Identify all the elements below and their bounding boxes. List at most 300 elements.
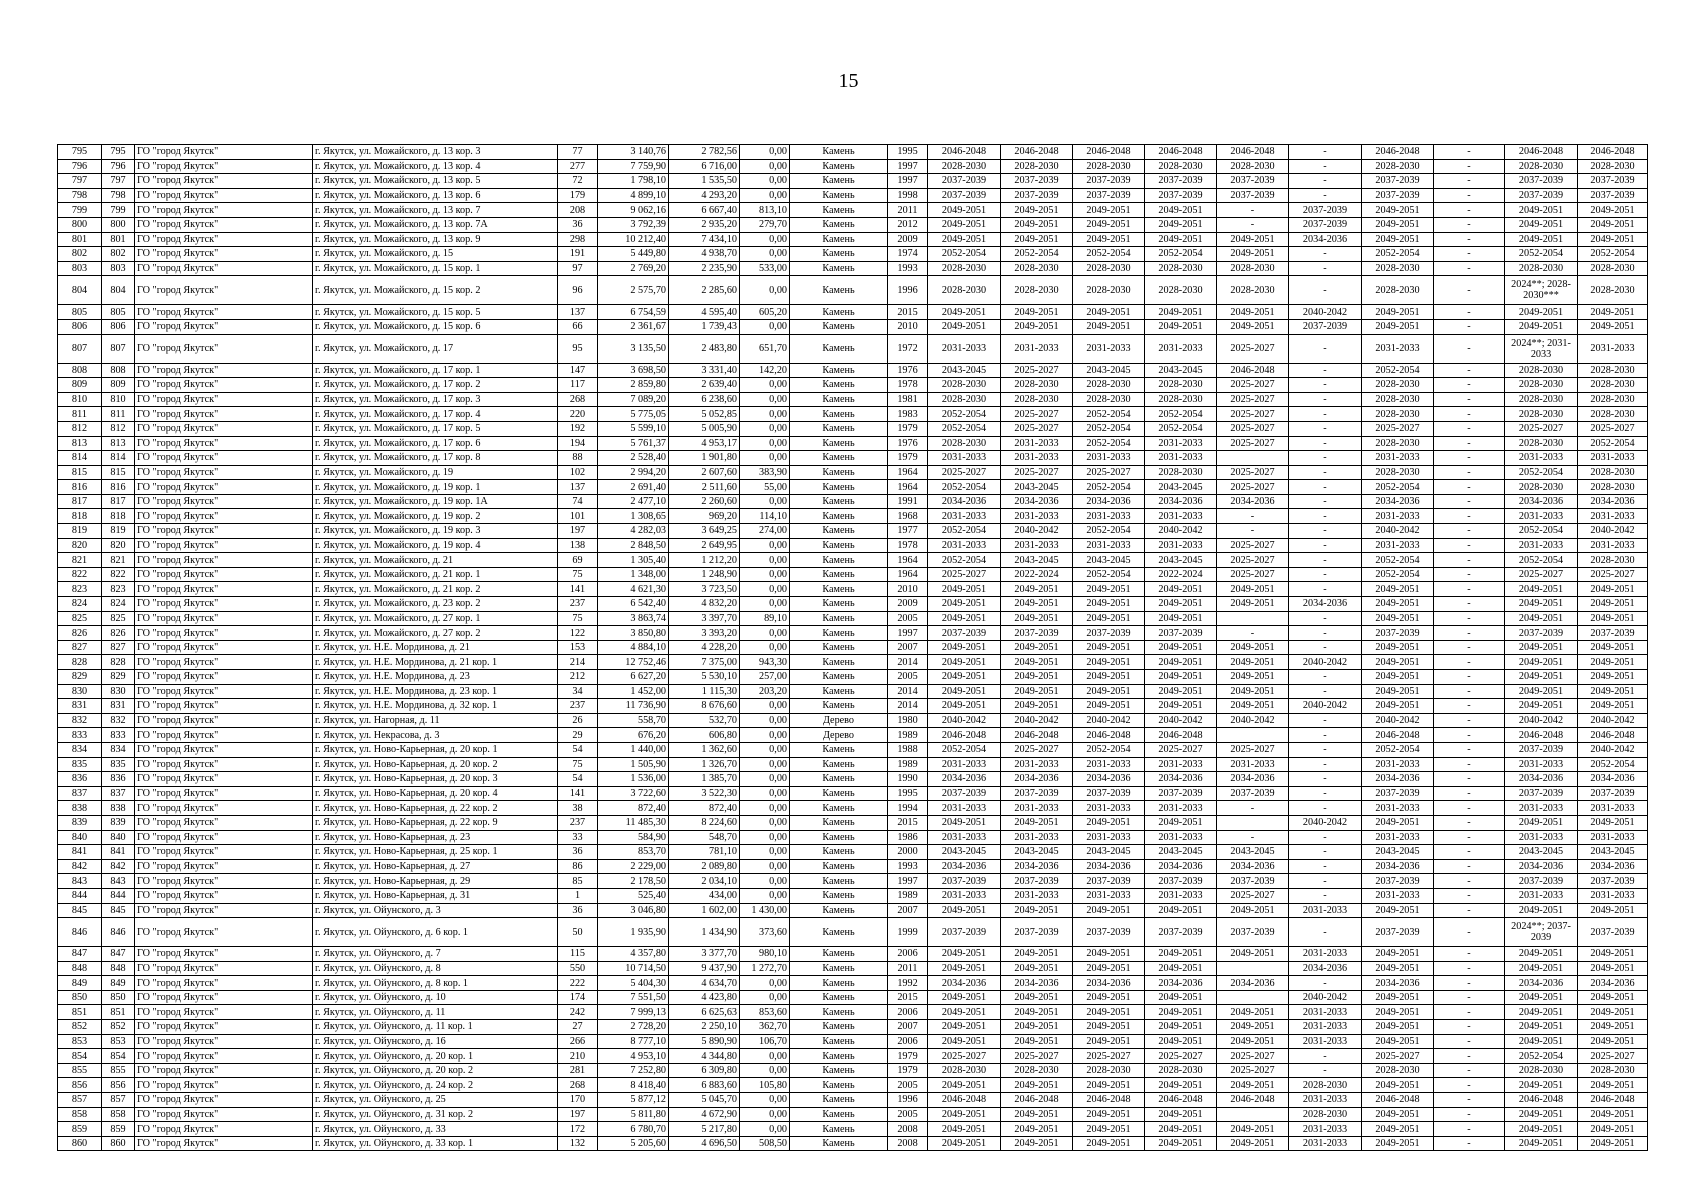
cell-work-period-10: 2034-2036	[1578, 859, 1648, 874]
cell-work-period-9: 2040-2042	[1505, 713, 1578, 728]
cell-work-period-2: 2037-2039	[1001, 188, 1073, 203]
cell-row-number: 841	[58, 845, 102, 860]
cell-registry-number: 858	[102, 1107, 135, 1122]
cell-nonresidential-area: 0,00	[740, 976, 790, 991]
cell-work-period-7: 2028-2030	[1362, 159, 1434, 174]
cell-work-period-8: -	[1434, 670, 1505, 685]
cell-work-period-10: 2034-2036	[1578, 772, 1648, 787]
cell-registry-number: 836	[102, 772, 135, 787]
cell-living-area: 3 393,20	[669, 626, 740, 641]
cell-registry-number: 853	[102, 1034, 135, 1049]
cell-work-period-3: 2049-2051	[1073, 1005, 1145, 1020]
cell-work-period-10: 2049-2051	[1578, 1020, 1648, 1035]
cell-work-period-2: 2049-2051	[1001, 1107, 1073, 1122]
cell-address: г. Якутск, ул. Ойунского, д. 24 кор. 2	[313, 1078, 558, 1093]
cell-municipality: ГО "город Якутск"	[135, 1122, 313, 1137]
cell-wall-material: Камень	[790, 830, 888, 845]
cell-living-area: 5 005,90	[669, 421, 740, 436]
cell-work-period-8: -	[1434, 597, 1505, 612]
cell-municipality: ГО "город Якутск"	[135, 815, 313, 830]
cell-municipality: ГО "город Якутск"	[135, 626, 313, 641]
cell-work-period-1: 2046-2048	[928, 145, 1001, 160]
cell-municipality: ГО "город Якутск"	[135, 1020, 313, 1035]
cell-work-period-4: 2049-2051	[1145, 990, 1217, 1005]
cell-work-period-2: 2046-2048	[1001, 145, 1073, 160]
cell-work-period-3: 2049-2051	[1073, 305, 1145, 320]
cell-work-period-1: 2034-2036	[928, 976, 1001, 991]
cell-work-period-10: 2046-2048	[1578, 145, 1648, 160]
cell-build-year: 1964	[888, 553, 928, 568]
cell-total-area: 1 348,00	[598, 567, 669, 582]
cell-address: г. Якутск, ул. Можайского, д. 19 кор. 4	[313, 538, 558, 553]
cell-work-period-4: 2049-2051	[1145, 684, 1217, 699]
cell-registry-number: 842	[102, 859, 135, 874]
cell-work-period-3: 2052-2054	[1073, 247, 1145, 262]
cell-municipality: ГО "город Якутск"	[135, 1093, 313, 1108]
cell-wall-material: Камень	[790, 815, 888, 830]
table-row	[58, 509, 1648, 524]
cell-wall-material: Камень	[790, 597, 888, 612]
cell-work-period-3: 2049-2051	[1073, 961, 1145, 976]
cell-build-year: 2011	[888, 203, 928, 218]
cell-work-period-8: -	[1434, 815, 1505, 830]
cell-work-period-7: 2049-2051	[1362, 1136, 1434, 1151]
cell-work-period-4: 2040-2042	[1145, 713, 1217, 728]
cell-living-area: 6 667,40	[669, 203, 740, 218]
cell-work-period-10: 2049-2051	[1578, 670, 1648, 685]
cell-living-area: 8 676,60	[669, 699, 740, 714]
cell-address: г. Якутск, ул. Ойунского, д. 6 кор. 1	[313, 918, 558, 947]
cell-wall-material: Камень	[790, 1020, 888, 1035]
cell-municipality: ГО "город Якутск"	[135, 772, 313, 787]
cell-work-period-9: 2049-2051	[1505, 947, 1578, 962]
cell-address: г. Якутск, ул. Можайского, д. 19 кор. 2	[313, 509, 558, 524]
cell-municipality: ГО "город Якутск"	[135, 1078, 313, 1093]
cell-work-period-5: 2025-2027	[1217, 553, 1289, 568]
cell-work-period-5: 2046-2048	[1217, 1093, 1289, 1108]
cell-living-area: 1 326,70	[669, 757, 740, 772]
cell-nonresidential-area: 0,00	[740, 567, 790, 582]
cell-work-period-10: 2049-2051	[1578, 597, 1648, 612]
cell-living-area: 2 285,60	[669, 276, 740, 305]
cell-municipality: ГО "город Якутск"	[135, 538, 313, 553]
cell-work-period-2: 2049-2051	[1001, 611, 1073, 626]
cell-work-period-4: 2034-2036	[1145, 859, 1217, 874]
cell-row-number: 840	[58, 830, 102, 845]
cell-apartments-count: 75	[558, 611, 598, 626]
cell-work-period-6: 2028-2030	[1289, 1078, 1362, 1093]
cell-nonresidential-area: 257,00	[740, 670, 790, 685]
cell-work-period-9: 2049-2051	[1505, 1034, 1578, 1049]
cell-registry-number: 817	[102, 494, 135, 509]
cell-row-number: 804	[58, 276, 102, 305]
cell-work-period-1: 2028-2030	[928, 159, 1001, 174]
cell-registry-number: 821	[102, 553, 135, 568]
cell-work-period-1: 2052-2054	[928, 480, 1001, 495]
cell-work-period-4: 2049-2051	[1145, 903, 1217, 918]
cell-work-period-4: 2031-2033	[1145, 801, 1217, 816]
cell-work-period-9: 2024**; 2031-2033	[1505, 334, 1578, 363]
cell-work-period-1: 2028-2030	[928, 276, 1001, 305]
cell-work-period-6: -	[1289, 859, 1362, 874]
cell-work-period-5	[1217, 451, 1289, 466]
cell-row-number: 799	[58, 203, 102, 218]
table-row	[58, 378, 1648, 393]
cell-municipality: ГО "город Якутск"	[135, 1034, 313, 1049]
cell-row-number: 821	[58, 553, 102, 568]
cell-work-period-9: 2028-2030	[1505, 392, 1578, 407]
cell-work-period-6: -	[1289, 757, 1362, 772]
cell-work-period-9: 2031-2033	[1505, 509, 1578, 524]
cell-total-area: 3 135,50	[598, 334, 669, 363]
cell-work-period-3: 2034-2036	[1073, 772, 1145, 787]
cell-work-period-1: 2031-2033	[928, 830, 1001, 845]
cell-municipality: ГО "город Якутск"	[135, 801, 313, 816]
cell-total-area: 2 477,10	[598, 494, 669, 509]
table-row	[58, 655, 1648, 670]
cell-work-period-10: 2025-2027	[1578, 1049, 1648, 1064]
cell-work-period-1: 2034-2036	[928, 859, 1001, 874]
cell-row-number: 826	[58, 626, 102, 641]
cell-work-period-4: 2037-2039	[1145, 626, 1217, 641]
cell-apartments-count: 75	[558, 567, 598, 582]
cell-work-period-2: 2034-2036	[1001, 976, 1073, 991]
cell-work-period-7: 2037-2039	[1362, 874, 1434, 889]
cell-work-period-5: 2049-2051	[1217, 319, 1289, 334]
cell-nonresidential-area: 0,00	[740, 276, 790, 305]
cell-apartments-count: 36	[558, 903, 598, 918]
cell-build-year: 1999	[888, 918, 928, 947]
cell-build-year: 2005	[888, 1107, 928, 1122]
cell-registry-number: 827	[102, 640, 135, 655]
cell-work-period-9: 2049-2051	[1505, 990, 1578, 1005]
cell-nonresidential-area: 651,70	[740, 334, 790, 363]
cell-work-period-2: 2043-2045	[1001, 845, 1073, 860]
cell-work-period-1: 2034-2036	[928, 772, 1001, 787]
cell-work-period-1: 2049-2051	[928, 815, 1001, 830]
cell-total-area: 4 899,10	[598, 188, 669, 203]
cell-work-period-7: 2031-2033	[1362, 757, 1434, 772]
cell-work-period-5: 2025-2027	[1217, 465, 1289, 480]
cell-work-period-6: -	[1289, 465, 1362, 480]
cell-work-period-2: 2034-2036	[1001, 772, 1073, 787]
cell-build-year: 1996	[888, 276, 928, 305]
cell-work-period-5: 2028-2030	[1217, 276, 1289, 305]
cell-work-period-9: 2052-2054	[1505, 247, 1578, 262]
cell-address: г. Якутск, ул. Можайского, д. 15 кор. 1	[313, 261, 558, 276]
cell-work-period-5: 2025-2027	[1217, 392, 1289, 407]
cell-municipality: ГО "город Якутск"	[135, 1136, 313, 1151]
cell-work-period-3: 2049-2051	[1073, 1107, 1145, 1122]
cell-apartments-count: 237	[558, 815, 598, 830]
cell-nonresidential-area: 279,70	[740, 217, 790, 232]
cell-work-period-6: -	[1289, 640, 1362, 655]
cell-apartments-count: 77	[558, 145, 598, 160]
cell-living-area: 2 639,40	[669, 378, 740, 393]
table-row	[58, 888, 1648, 903]
cell-row-number: 807	[58, 334, 102, 363]
cell-work-period-9: 2028-2030	[1505, 1063, 1578, 1078]
cell-apartments-count: 137	[558, 305, 598, 320]
cell-work-period-1: 2049-2051	[928, 232, 1001, 247]
cell-registry-number: 815	[102, 465, 135, 480]
cell-living-area: 532,70	[669, 713, 740, 728]
cell-address: г. Якутск, ул. Можайского, д. 15 кор. 2	[313, 276, 558, 305]
table-row	[58, 713, 1648, 728]
cell-work-period-7: 2028-2030	[1362, 276, 1434, 305]
cell-work-period-7: 2049-2051	[1362, 1034, 1434, 1049]
cell-living-area: 2 607,60	[669, 465, 740, 480]
cell-municipality: ГО "город Якутск"	[135, 699, 313, 714]
cell-apartments-count: 36	[558, 217, 598, 232]
cell-municipality: ГО "город Якутск"	[135, 859, 313, 874]
cell-nonresidential-area: 0,00	[740, 1107, 790, 1122]
cell-work-period-10: 2031-2033	[1578, 451, 1648, 466]
cell-work-period-7: 2052-2054	[1362, 567, 1434, 582]
cell-work-period-3: 2025-2027	[1073, 1049, 1145, 1064]
cell-nonresidential-area: 0,00	[740, 1093, 790, 1108]
cell-work-period-5: 2049-2051	[1217, 684, 1289, 699]
cell-work-period-9: 2049-2051	[1505, 597, 1578, 612]
cell-work-period-5: 2025-2027	[1217, 1063, 1289, 1078]
cell-work-period-7: 2031-2033	[1362, 509, 1434, 524]
cell-wall-material: Камень	[790, 276, 888, 305]
cell-address: г. Якутск, ул. Ново-Карьерная, д. 20 кор. 2	[313, 757, 558, 772]
cell-work-period-7: 2034-2036	[1362, 494, 1434, 509]
cell-work-period-5	[1217, 961, 1289, 976]
cell-work-period-4: 2037-2039	[1145, 786, 1217, 801]
cell-work-period-9: 2049-2051	[1505, 1122, 1578, 1137]
cell-work-period-3: 2049-2051	[1073, 655, 1145, 670]
cell-wall-material: Камень	[790, 203, 888, 218]
cell-work-period-1: 2037-2039	[928, 918, 1001, 947]
cell-work-period-10: 2028-2030	[1578, 407, 1648, 422]
cell-registry-number: 844	[102, 888, 135, 903]
cell-nonresidential-area: 0,00	[740, 845, 790, 860]
cell-living-area: 1 248,90	[669, 567, 740, 582]
cell-address: г. Якутск, ул. Ойунского, д. 11	[313, 1005, 558, 1020]
cell-address: г. Якутск, ул. Ново-Карьерная, д. 23	[313, 830, 558, 845]
cell-work-period-8: -	[1434, 1093, 1505, 1108]
cell-municipality: ГО "город Якутск"	[135, 655, 313, 670]
cell-row-number: 858	[58, 1107, 102, 1122]
cell-work-period-5	[1217, 815, 1289, 830]
cell-work-period-2: 2031-2033	[1001, 436, 1073, 451]
cell-work-period-1: 2031-2033	[928, 509, 1001, 524]
cell-work-period-4: 2049-2051	[1145, 217, 1217, 232]
cell-work-period-4: 2046-2048	[1145, 728, 1217, 743]
cell-row-number: 848	[58, 961, 102, 976]
cell-build-year: 1974	[888, 247, 928, 262]
cell-work-period-1: 2028-2030	[928, 1063, 1001, 1078]
cell-work-period-2: 2046-2048	[1001, 1093, 1073, 1108]
cell-total-area: 2 769,20	[598, 261, 669, 276]
cell-apartments-count: 132	[558, 1136, 598, 1151]
cell-municipality: ГО "город Якутск"	[135, 159, 313, 174]
table-row	[58, 582, 1648, 597]
cell-work-period-3: 2028-2030	[1073, 261, 1145, 276]
cell-row-number: 839	[58, 815, 102, 830]
cell-build-year: 1990	[888, 772, 928, 787]
cell-total-area: 11 736,90	[598, 699, 669, 714]
cell-nonresidential-area: 373,60	[740, 918, 790, 947]
table-row	[58, 567, 1648, 582]
cell-nonresidential-area: 508,50	[740, 1136, 790, 1151]
cell-apartments-count: 102	[558, 465, 598, 480]
cell-apartments-count: 298	[558, 232, 598, 247]
cell-work-period-1: 2037-2039	[928, 786, 1001, 801]
cell-work-period-6: -	[1289, 145, 1362, 160]
cell-living-area: 4 293,20	[669, 188, 740, 203]
cell-work-period-8: -	[1434, 772, 1505, 787]
cell-work-period-6: 2028-2030	[1289, 1107, 1362, 1122]
cell-living-area: 1 362,60	[669, 742, 740, 757]
cell-living-area: 2 511,60	[669, 480, 740, 495]
cell-municipality: ГО "город Якутск"	[135, 145, 313, 160]
cell-work-period-10: 2049-2051	[1578, 1122, 1648, 1137]
cell-living-area: 5 045,70	[669, 1093, 740, 1108]
cell-work-period-9: 2049-2051	[1505, 1020, 1578, 1035]
cell-living-area: 1 434,90	[669, 918, 740, 947]
cell-total-area: 2 575,70	[598, 276, 669, 305]
cell-living-area: 969,20	[669, 509, 740, 524]
cell-nonresidential-area: 0,00	[740, 451, 790, 466]
cell-nonresidential-area: 0,00	[740, 1122, 790, 1137]
cell-work-period-10: 2049-2051	[1578, 1078, 1648, 1093]
table-row	[58, 1093, 1648, 1108]
cell-work-period-8: -	[1434, 509, 1505, 524]
cell-work-period-10: 2028-2030	[1578, 392, 1648, 407]
cell-work-period-4: 2043-2045	[1145, 553, 1217, 568]
cell-work-period-10: 2028-2030	[1578, 363, 1648, 378]
cell-row-number: 813	[58, 436, 102, 451]
cell-work-period-3: 2037-2039	[1073, 626, 1145, 641]
cell-wall-material: Камень	[790, 1136, 888, 1151]
cell-wall-material: Камень	[790, 378, 888, 393]
cell-work-period-4: 2040-2042	[1145, 524, 1217, 539]
cell-wall-material: Камень	[790, 436, 888, 451]
cell-wall-material: Камень	[790, 1005, 888, 1020]
cell-address: г. Якутск, ул. Можайского, д. 15 кор. 6	[313, 319, 558, 334]
cell-work-period-6: -	[1289, 874, 1362, 889]
cell-work-period-5: 2049-2051	[1217, 1005, 1289, 1020]
table-row	[58, 465, 1648, 480]
cell-build-year: 1997	[888, 174, 928, 189]
cell-municipality: ГО "город Якутск"	[135, 567, 313, 582]
cell-address: г. Якутск, ул. Можайского, д. 17 кор. 6	[313, 436, 558, 451]
cell-work-period-9: 2049-2051	[1505, 1005, 1578, 1020]
table-row	[58, 640, 1648, 655]
cell-nonresidential-area: 0,00	[740, 159, 790, 174]
cell-work-period-6: 2034-2036	[1289, 232, 1362, 247]
cell-work-period-8: -	[1434, 699, 1505, 714]
cell-total-area: 7 999,13	[598, 1005, 669, 1020]
cell-work-period-3: 2049-2051	[1073, 670, 1145, 685]
cell-work-period-10: 2028-2030	[1578, 553, 1648, 568]
cell-total-area: 5 761,37	[598, 436, 669, 451]
cell-address: г. Якутск, ул. Можайского, д. 27 кор. 2	[313, 626, 558, 641]
cell-wall-material: Камень	[790, 451, 888, 466]
cell-work-period-3: 2034-2036	[1073, 494, 1145, 509]
cell-wall-material: Камень	[790, 961, 888, 976]
cell-work-period-6: -	[1289, 742, 1362, 757]
cell-work-period-4: 2037-2039	[1145, 188, 1217, 203]
cell-work-period-9: 2049-2051	[1505, 1078, 1578, 1093]
cell-apartments-count: 141	[558, 786, 598, 801]
cell-apartments-count: 122	[558, 626, 598, 641]
cell-work-period-5: 2034-2036	[1217, 494, 1289, 509]
cell-build-year: 2012	[888, 217, 928, 232]
cell-total-area: 2 691,40	[598, 480, 669, 495]
cell-work-period-5	[1217, 990, 1289, 1005]
cell-work-period-7: 2043-2045	[1362, 845, 1434, 860]
cell-work-period-10: 2025-2027	[1578, 421, 1648, 436]
cell-work-period-10: 2049-2051	[1578, 611, 1648, 626]
cell-work-period-4: 2052-2054	[1145, 247, 1217, 262]
cell-municipality: ГО "город Якутск"	[135, 465, 313, 480]
cell-work-period-6: -	[1289, 188, 1362, 203]
cell-work-period-10: 2028-2030	[1578, 1063, 1648, 1078]
cell-work-period-6: -	[1289, 174, 1362, 189]
cell-apartments-count: 88	[558, 451, 598, 466]
cell-work-period-10: 2040-2042	[1578, 524, 1648, 539]
cell-work-period-3: 2034-2036	[1073, 976, 1145, 991]
cell-work-period-4: 2043-2045	[1145, 845, 1217, 860]
cell-work-period-9: 2049-2051	[1505, 961, 1578, 976]
cell-row-number: 845	[58, 903, 102, 918]
cell-work-period-4: 2046-2048	[1145, 145, 1217, 160]
cell-work-period-2: 2049-2051	[1001, 961, 1073, 976]
cell-build-year: 2006	[888, 1005, 928, 1020]
cell-registry-number: 856	[102, 1078, 135, 1093]
cell-total-area: 3 698,50	[598, 363, 669, 378]
cell-work-period-7: 2025-2027	[1362, 421, 1434, 436]
cell-address: г. Якутск, ул. Можайского, д. 23 кор. 2	[313, 597, 558, 612]
cell-registry-number: 833	[102, 728, 135, 743]
cell-work-period-10: 2028-2030	[1578, 159, 1648, 174]
cell-work-period-7: 2052-2054	[1362, 363, 1434, 378]
cell-work-period-1: 2037-2039	[928, 188, 1001, 203]
cell-nonresidential-area: 142,20	[740, 363, 790, 378]
cell-build-year: 1992	[888, 976, 928, 991]
cell-work-period-10: 2040-2042	[1578, 742, 1648, 757]
cell-work-period-2: 2031-2033	[1001, 334, 1073, 363]
cell-total-area: 8 418,40	[598, 1078, 669, 1093]
cell-work-period-8: -	[1434, 874, 1505, 889]
cell-total-area: 3 046,80	[598, 903, 669, 918]
cell-work-period-10: 2052-2054	[1578, 757, 1648, 772]
cell-work-period-7: 2031-2033	[1362, 801, 1434, 816]
cell-work-period-8: -	[1434, 465, 1505, 480]
table-row	[58, 159, 1648, 174]
cell-registry-number: 829	[102, 670, 135, 685]
cell-municipality: ГО "город Якутск"	[135, 436, 313, 451]
cell-work-period-4: 2049-2051	[1145, 203, 1217, 218]
cell-build-year: 1988	[888, 742, 928, 757]
cell-work-period-3: 2049-2051	[1073, 319, 1145, 334]
cell-registry-number: 826	[102, 626, 135, 641]
cell-work-period-5: 2025-2027	[1217, 1049, 1289, 1064]
cell-work-period-5: 2049-2051	[1217, 247, 1289, 262]
cell-total-area: 5 877,12	[598, 1093, 669, 1108]
cell-work-period-3: 2031-2033	[1073, 757, 1145, 772]
cell-registry-number: 835	[102, 757, 135, 772]
cell-work-period-8: -	[1434, 188, 1505, 203]
cell-apartments-count: 174	[558, 990, 598, 1005]
cell-apartments-count: 197	[558, 524, 598, 539]
cell-municipality: ГО "город Якутск"	[135, 334, 313, 363]
cell-wall-material: Дерево	[790, 728, 888, 743]
